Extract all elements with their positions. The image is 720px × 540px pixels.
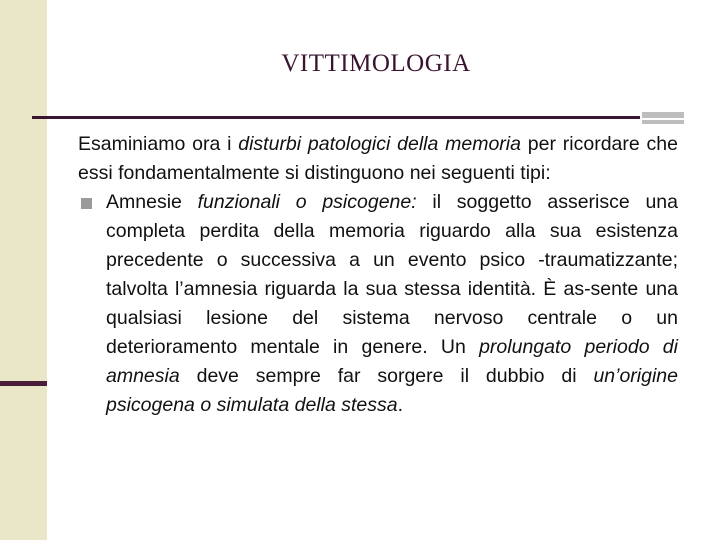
side-decoration-strip (0, 0, 47, 540)
bullet-text: Amnesie (106, 191, 198, 213)
intro-text-end: per ricordare che essi fondamentalmente si distinguono nei seguenti tipi: (78, 133, 678, 184)
bullet-text-body: il soggetto asserisce una completa perdita della memoria riguardo alla sua esistenza precedente o successiva a un evento psico -traumatizzante; talvolta l’amnesia riguarda la sua stessa identità. È as-sente una qualsiasi lesione del sistema nervoso centrale o un deterioramento mentale in genere. Un (106, 191, 678, 358)
bullet-text-end: . (397, 394, 404, 416)
intro-emphasis: disturbi patologici della memoria (238, 133, 521, 155)
intro-paragraph (78, 130, 678, 188)
bullet-item (78, 188, 678, 420)
bullet-text-continued: deve sempre far sorgere il dubbio di (179, 365, 594, 387)
slide-title: VITTIMOLOGIA (281, 50, 471, 77)
bullet-emphasis-origin: un’origine psicogena o simulata della stessa (106, 365, 678, 416)
square-bullet-icon (81, 198, 92, 209)
title-divider (32, 116, 640, 119)
title-divider-accent-lower (642, 120, 684, 124)
bullet-emphasis-amnesia: prolungato periodo di amnesia (106, 336, 678, 387)
title-divider-accent (642, 112, 684, 118)
intro-text: Esaminiamo ora i (78, 133, 239, 155)
slide-body (78, 130, 678, 420)
side-accent-bar (0, 381, 47, 386)
bullet-emphasis: funzionali o psicogene: (197, 191, 417, 213)
